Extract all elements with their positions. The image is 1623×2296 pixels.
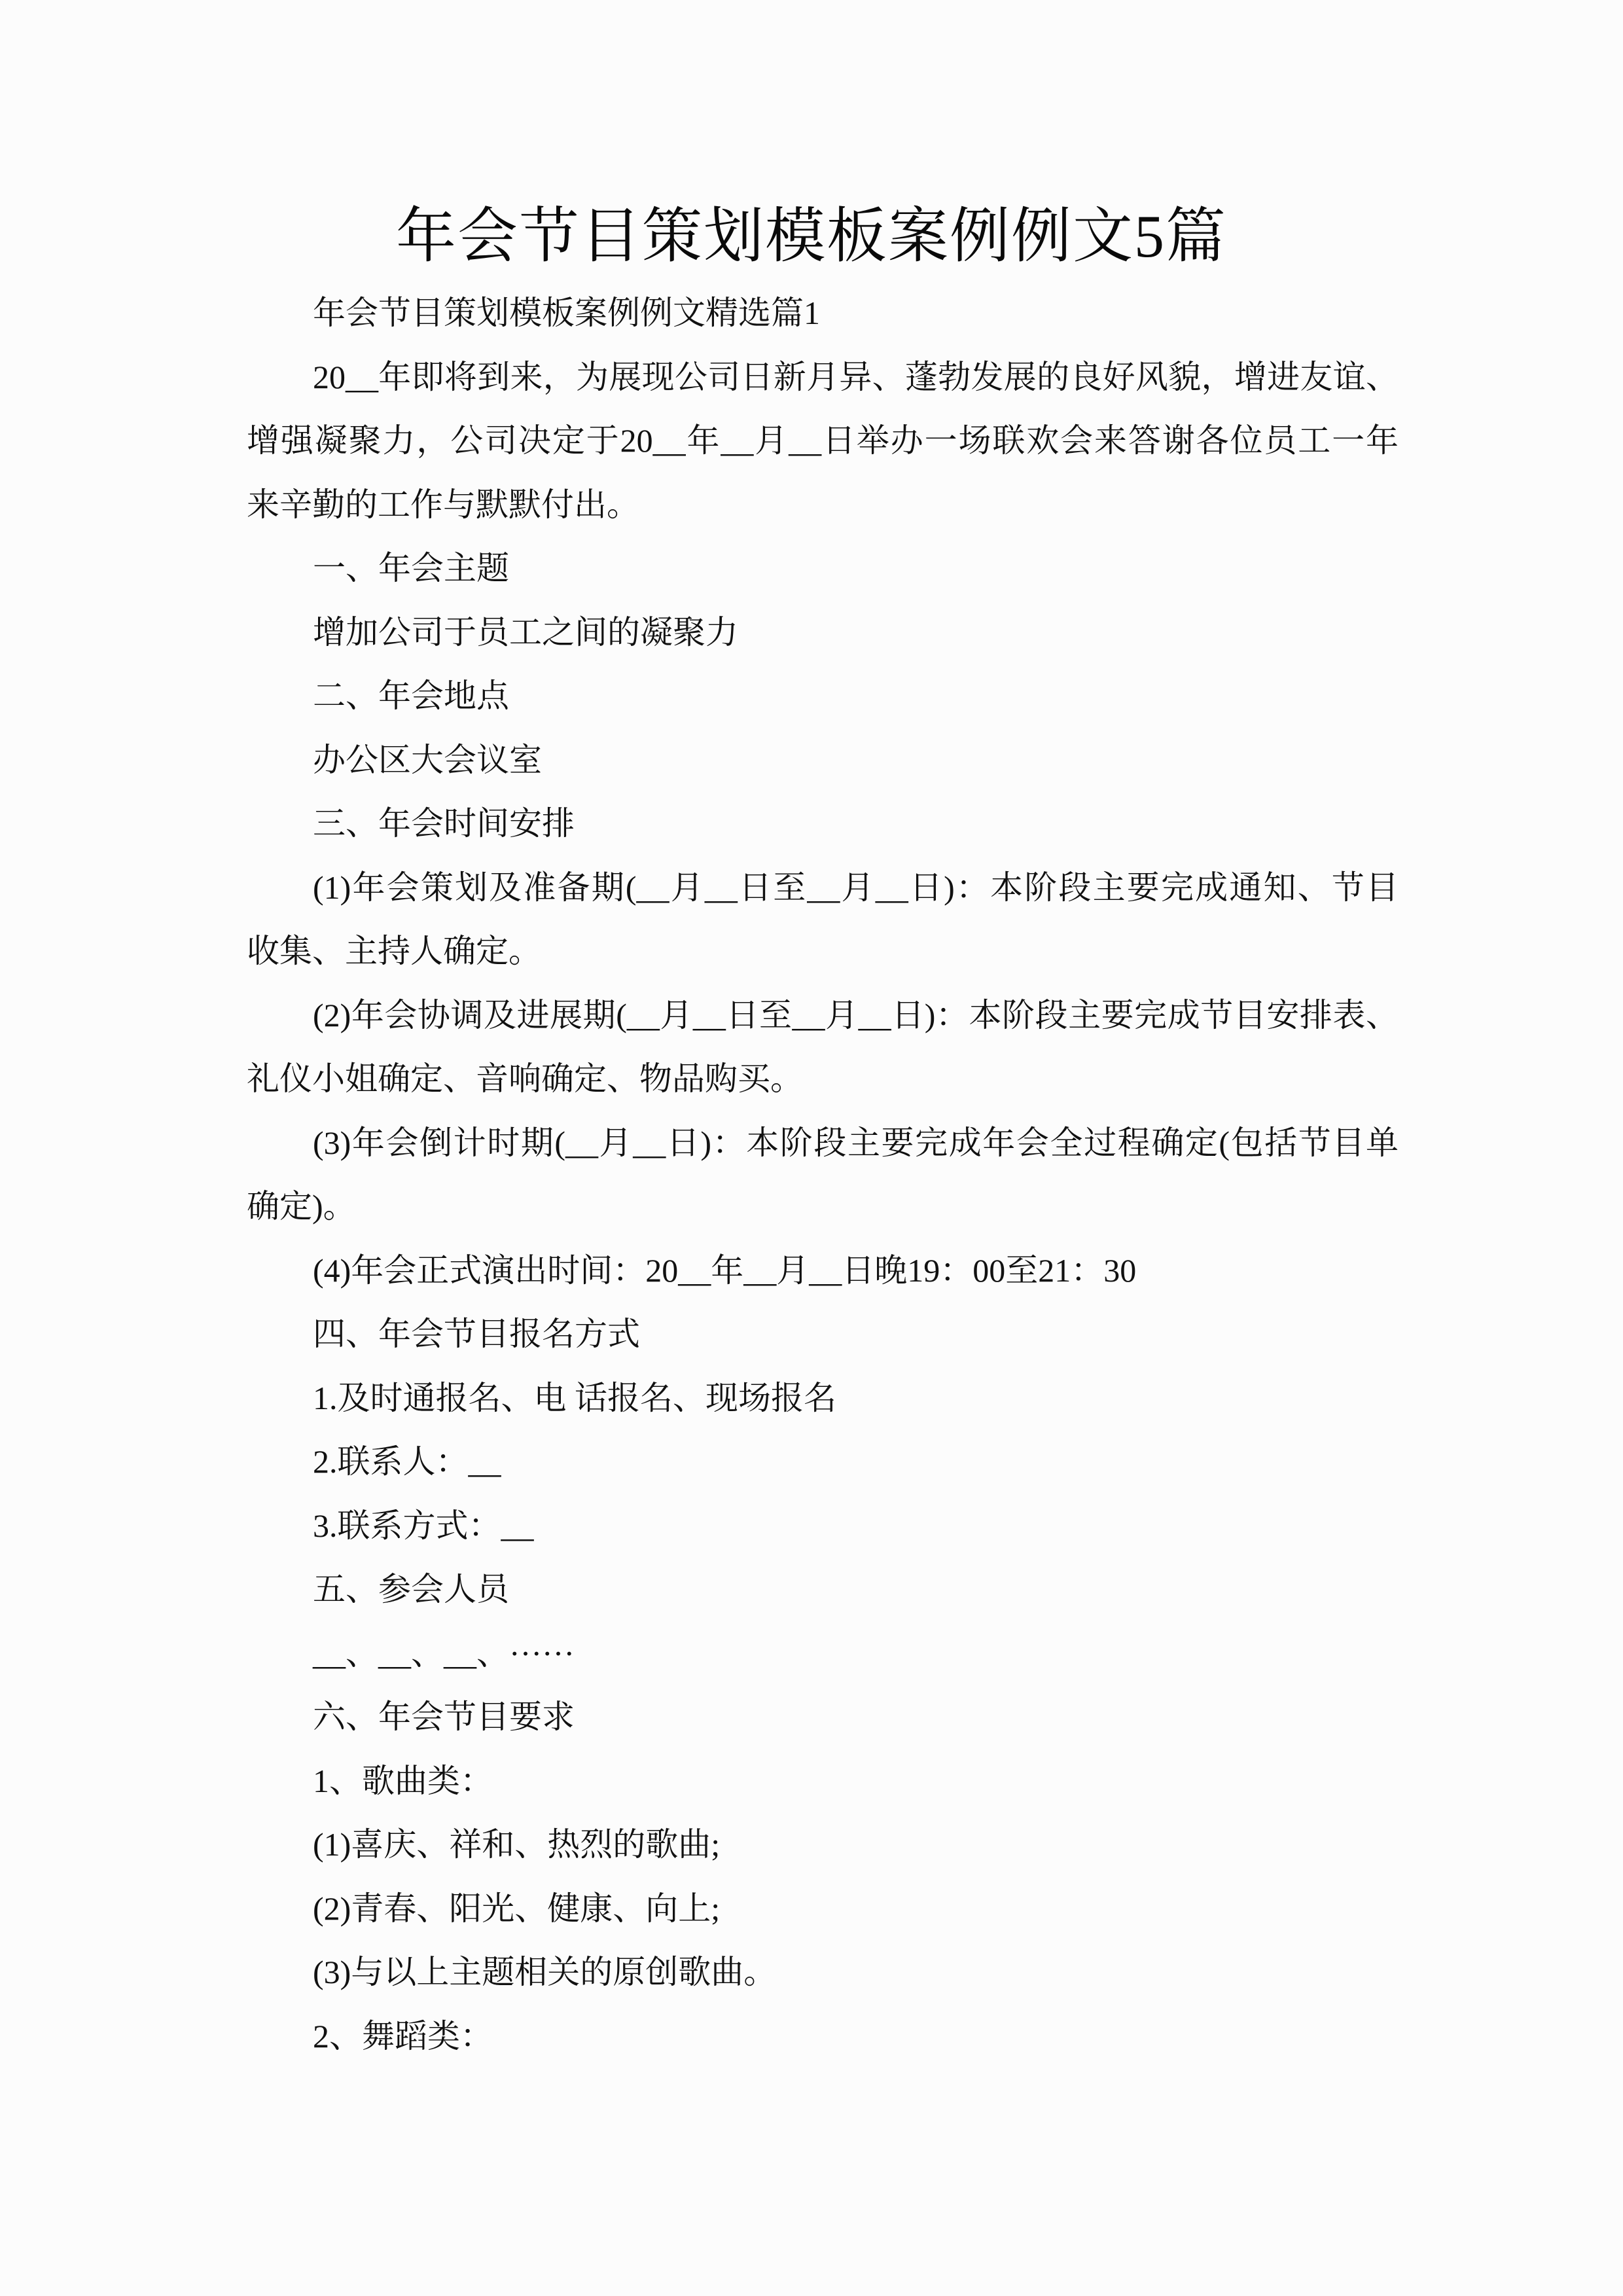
intro-paragraph bbox=[247, 346, 1399, 537]
attendees-blanks: __、__、__、 bbox=[313, 1634, 509, 1672]
schedule-item-2 bbox=[247, 984, 1399, 1111]
song-requirement: (3)与以上主题相关的原创歌曲。 bbox=[313, 1954, 777, 1990]
heading-registration: 四、年会节目报名方式 bbox=[313, 1316, 640, 1352]
paragraph-line: 确定)。 bbox=[247, 1188, 356, 1225]
schedule-item-3 bbox=[247, 1111, 1399, 1239]
paragraph-line: 20__年即将到来，为展现公司日新月异、蓬勃发展的良好风貌，增进友谊、 bbox=[313, 358, 1399, 395]
theme-text: 增加公司于员工之间的凝聚力 bbox=[313, 613, 738, 651]
paragraph-line: (1)年会策划及准备期(__月__日至__月__日)：本阶段主要完成通知、节目 bbox=[313, 869, 1399, 906]
category-dance-label: 2、舞蹈类： bbox=[313, 2017, 493, 2054]
registration-contact-info: 3.联系方式：__ bbox=[313, 1507, 534, 1544]
paragraph-line: 收集、主持人确定。 bbox=[247, 933, 541, 969]
venue-text: 办公区大会议室 bbox=[313, 741, 542, 778]
paragraph-line: 来辛勤的工作与默默付出。 bbox=[247, 486, 639, 523]
heading-attendees: 五、参会人员 bbox=[313, 1571, 509, 1607]
document-body bbox=[247, 281, 1399, 2068]
ellipsis: …… bbox=[509, 1625, 575, 1662]
heading-requirements: 六、年会节目要求 bbox=[313, 1698, 575, 1735]
song-requirement: (1)喜庆、祥和、热烈的歌曲; bbox=[313, 1826, 721, 1863]
document-title: 年会节目策划模板案例例文5篇 bbox=[395, 203, 1227, 270]
heading-theme: 一、年会主题 bbox=[313, 550, 509, 586]
paragraph-line: 增强凝聚力，公司决定于20__年__月__日举办一场联欢会来答谢各位员工一年 bbox=[247, 422, 1399, 459]
attendees-list bbox=[247, 1622, 1399, 1686]
registration-contact: 2.联系人：__ bbox=[313, 1443, 501, 1480]
schedule-item-1 bbox=[247, 856, 1399, 984]
schedule-item-4 bbox=[247, 1239, 1399, 1303]
song-requirement: (2)青春、阳光、健康、向上; bbox=[313, 1890, 721, 1927]
paragraph-line: (3)年会倒计时期(__月__日)：本阶段主要完成年会全过程确定(包括节目单 bbox=[313, 1124, 1399, 1161]
category-songs-label: 1、歌曲类： bbox=[313, 1762, 493, 1799]
paragraph-line: 礼仪小姐确定、音响确定、物品购买。 bbox=[247, 1060, 803, 1097]
registration-method: 1.及时通报名、电 话报名、现场报名 bbox=[313, 1379, 836, 1416]
paragraph-line: (4)年会正式演出时间：20__年__月__日晚19：00至21：30 bbox=[313, 1251, 1137, 1289]
section-subtitle: 年会节目策划模板案例例文精选篇1 bbox=[313, 295, 820, 331]
heading-venue: 二、年会地点 bbox=[313, 677, 509, 714]
paragraph-line: (2)年会协调及进展期(__月__日至__月__日)：本阶段主要完成节目安排表、 bbox=[313, 996, 1399, 1033]
heading-schedule: 三、年会时间安排 bbox=[313, 805, 575, 842]
